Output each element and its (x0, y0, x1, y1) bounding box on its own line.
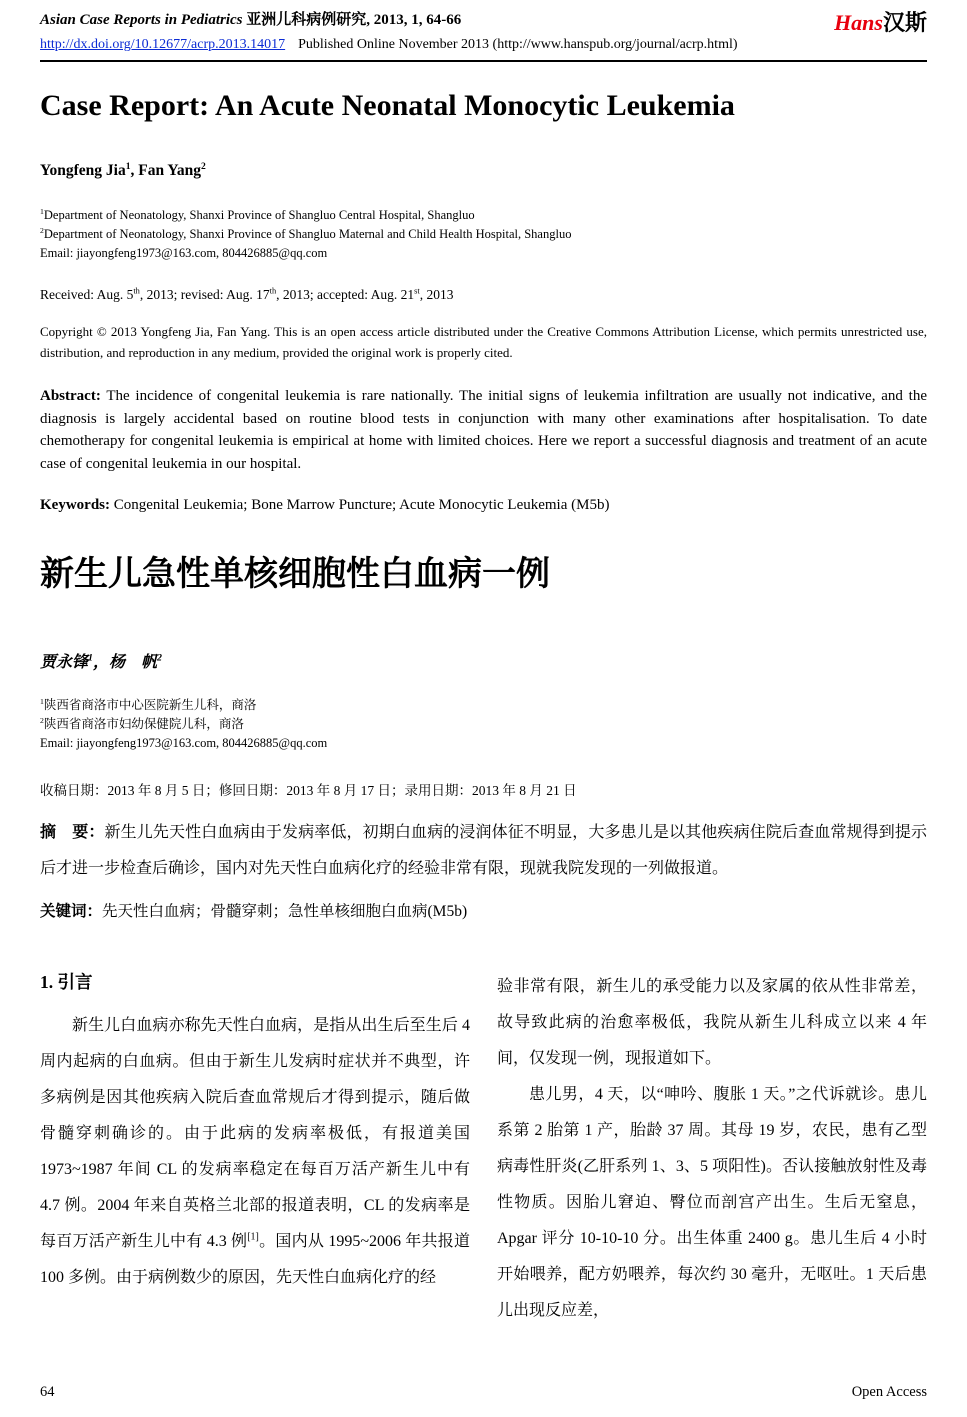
body-paragraph (40, 1008, 470, 1296)
keywords-en (40, 497, 927, 514)
published-info: Published Online November 2013 (http://www.hanspub.org/journal/acrp.html) (298, 37, 738, 52)
author-sup: 1 (88, 652, 93, 664)
author-name: 贾永锋 (40, 653, 89, 671)
author-separator: ， (92, 653, 109, 671)
hans-logo-en: Hans (834, 10, 883, 35)
affiliations-en (40, 206, 927, 263)
keywords-cn (40, 899, 927, 921)
journal-title-cn: 亚洲儿科病例研究, 2013, 1, 64-66 (242, 12, 462, 28)
affiliation-sup: 1 (40, 206, 44, 216)
affiliation-sup: 1 (40, 696, 44, 706)
abstract-text-cn: 新生儿先天性白血病由于发病率低，初期白血病的浸润体征不明显，大多患儿是以其他疾病住院后查血常规得到提示后才进一步检查后确诊，国内对先天性白血病化疗的经验非常有限，现就我院发现的一列做报道。 (40, 823, 927, 877)
abstract-cn (40, 815, 927, 887)
abstract-text: The incidence of congenital leukemia is rare nationally. The initial signs of leukemia infiltration are usually not indicative, and the diagnosis is largely accidental based on routine blood tests in conjunction with many other examinations after hospitalisation. To date chemotherapy for congenital leukemia is empirical at home with limited choices. Here we report a successful diagnosis and treatment of an acute case of congenital leukemia in our hospital. (40, 388, 927, 472)
affiliation-text: 陕西省商洛市中心医院新生儿科，商洛 (43, 697, 257, 712)
abstract-en (40, 385, 927, 475)
author-sup: 2 (157, 652, 162, 664)
journal-header (40, 8, 927, 53)
received-line (40, 287, 927, 303)
right-column (497, 969, 927, 1329)
received-text: , 2013 (419, 287, 454, 302)
doi-link[interactable]: http://dx.doi.org/10.12677/acrp.2013.14017 (40, 37, 286, 52)
keywords-text-cn: 先天性白血病；骨髓穿刺；急性单核细胞白血病(M5b) (102, 902, 468, 920)
received-text: , 2013; accepted: Aug. 21 (276, 287, 415, 302)
article-title-cn: 新生儿急性单核细胞性白血病一例 (40, 556, 550, 593)
date-ordinal-sup: th (269, 286, 277, 296)
article-title-en: Case Report: An Acute Neonatal Monocytic Leukemia (40, 89, 735, 122)
affiliation-line (40, 225, 927, 244)
email-line: Email: jiayongfeng1973@163.com, 804426885@qq.com (40, 246, 328, 260)
affiliation-sup: 2 (40, 715, 44, 725)
affiliation-line (40, 715, 927, 734)
author-name: Yongfeng Jia (40, 162, 126, 179)
reference-1-citation: [1] (247, 1231, 259, 1243)
author-name: Fan Yang (138, 162, 201, 179)
paragraph-text: 。国内从 1995~2006 年共报道 100 多例。由于病例数少的原因，先天性白血病化疗的经 (40, 1232, 470, 1286)
hans-logo (834, 6, 927, 37)
open-access-label: Open Access (851, 1384, 927, 1400)
affiliations-cn (40, 696, 927, 753)
authors-en (40, 162, 927, 180)
section-heading-introduction: 1. 引言 (40, 971, 93, 992)
affiliation-line (40, 206, 927, 225)
paragraph-text: 新生儿白血病亦称先天性白血病，是指从出生后至生后 4 周内起病的白血病。但由于新生儿发病时症状并不典型，许多病例是因其他疾病入院后查血常规后才得到提示，随后做骨髓穿刺确诊的。由于此病的发病率极低，有报道美国 1973~1987 年间 CL 的发病率稳定在每百万活产新生儿中有 4.7 例。2004 年来自英格兰北部的报道表明，CL 的发病率是每百万活产新生儿中有 4.3 例 (40, 1016, 470, 1250)
authors-cn (40, 649, 927, 672)
page-number: 64 (40, 1384, 55, 1400)
received-text: Received: Aug. 5 (40, 287, 134, 302)
header-rule (40, 60, 927, 62)
abstract-label-cn: 摘 要： (40, 823, 105, 841)
keywords-text: Congenital Leukemia; Bone Marrow Puncture; Acute Monocytic Leukemia (M5b) (110, 497, 610, 513)
affiliation-text: Department of Neonatology, Shanxi Province of Shangluo Central Hospital, Shangluo (43, 208, 475, 222)
affiliation-sup: 2 (40, 225, 44, 235)
doi-line (40, 37, 927, 53)
left-column (40, 969, 470, 1329)
email-line: Email: jiayongfeng1973@163.com, 804426885@qq.com (40, 735, 328, 750)
keywords-label: Keywords: (40, 497, 110, 513)
date-ordinal-sup: th (133, 286, 140, 296)
abstract-label: Abstract: (40, 388, 101, 404)
author-sup: 2 (200, 160, 206, 172)
affiliation-text: Department of Neonatology, Shanxi Province of Shangluo Maternal and Child Health Hospital, Shangluo (43, 227, 572, 241)
date-ordinal-sup: st (414, 286, 420, 296)
author-separator: , (130, 162, 139, 179)
copyright-text: Copyright © 2013 Yongfeng Jia, Fan Yang. This is an open access article distributed under the Creative Commons Attribution License, which permits unrestricted use, distribution, and reproduction in any medium, provided the original work is properly cited. (40, 324, 927, 360)
dates-line-cn: 收稿日期：2013 年 8 月 5 日；修回日期：2013 年 8 月 17 日；录用日期：2013 年 8 月 21 日 (40, 782, 577, 798)
received-text: , 2013; revised: Aug. 17 (139, 287, 270, 302)
page-footer (40, 1384, 927, 1401)
journal-title-line (40, 8, 927, 35)
affiliation-text: 陕西省商洛市妇幼保健院儿科，商洛 (43, 716, 244, 731)
body-paragraph: 验非常有限，新生儿的承受能力以及家属的依从性非常差，故导致此病的治愈率极低，我院从新生儿科成立以来 4 年间，仅发现一例，现报道如下。 (497, 977, 927, 1067)
body-columns (40, 969, 927, 1329)
affiliation-line (40, 696, 927, 715)
author-sup: 1 (125, 160, 131, 172)
hans-logo-cn: 汉斯 (882, 10, 927, 35)
author-name: 杨 帆 (108, 653, 157, 671)
keywords-label-cn: 关键词： (40, 902, 103, 920)
body-paragraph: 患儿男，4 天，以“呻吟、腹胀 1 天。”之代诉就诊。患儿系第 2 胎第 1 产，胎龄 37 周。其母 19 岁，农民，患有乙型病毒性肝炎(乙肝系列 1、3、5 项阳性)。否认接触放射性及毒性物质。因胎儿窘迫、臀位而剖宫产出生。生后无窒息，Apgar 评分 10-10-10 分。出生体重 2400 g。患儿生后 4 小时开始喂养，配方奶喂养，每次约 30 毫升，无呕吐。1 天后患儿出现反应差， (497, 1085, 927, 1319)
journal-title-en: Asian Case Reports in Pediatrics (40, 12, 243, 28)
